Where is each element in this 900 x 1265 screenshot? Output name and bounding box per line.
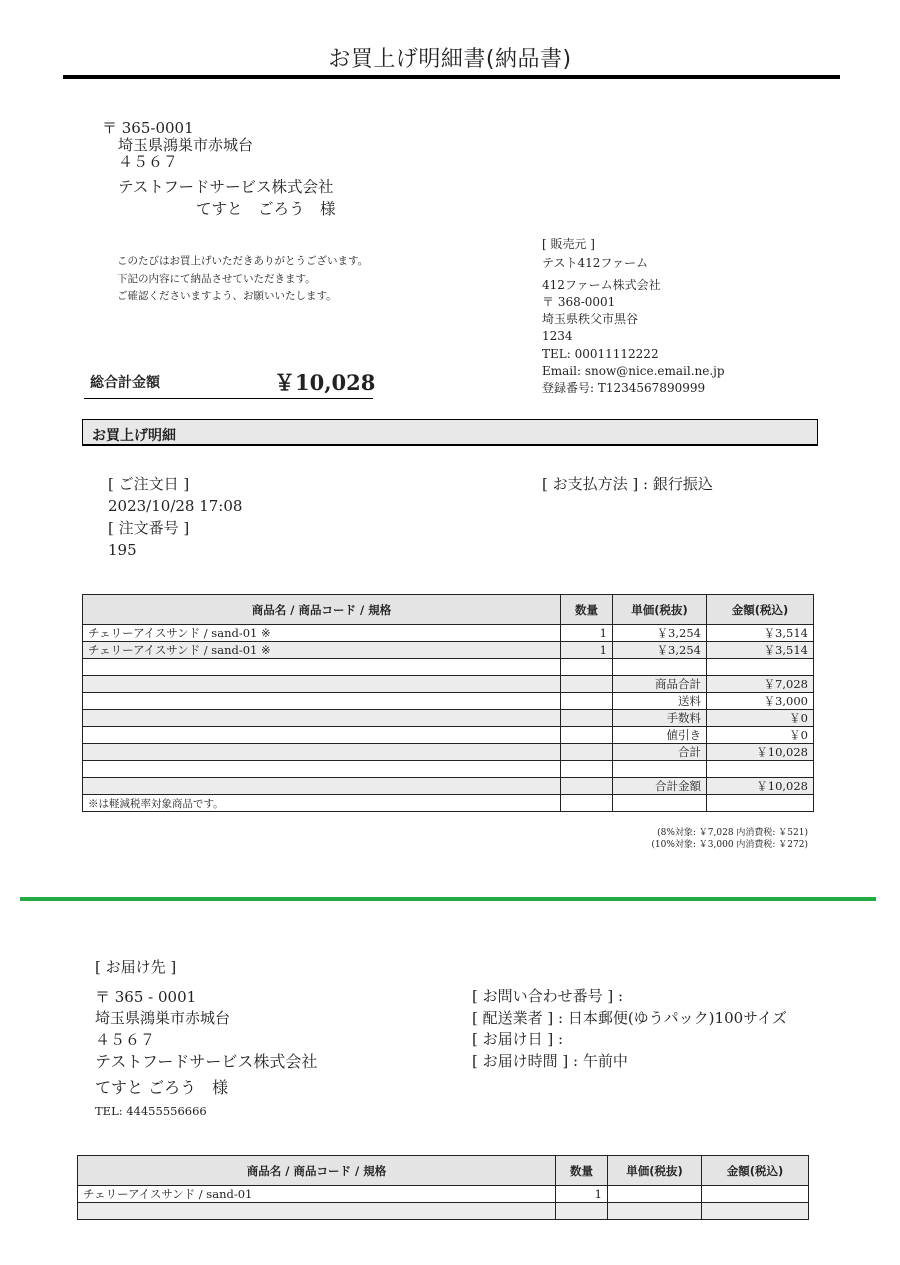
order-number-label: [ 注文番号 ] — [108, 519, 190, 537]
delivery-postal: 〒 365 - 0001 — [95, 987, 197, 1006]
col-header-qty: 数量 — [561, 595, 613, 625]
item-unit-price — [608, 1186, 702, 1203]
recipient-address: 埼玉県鴻巣市赤城台 — [118, 136, 254, 154]
col-header-amount: 金額(税込) — [707, 595, 814, 625]
summary-value: ￥10,028 — [707, 744, 814, 761]
seller-postal: 〒 368-0001 — [542, 294, 616, 309]
seller-company: 412ファーム株式会社 — [542, 277, 661, 292]
tax-note-10: (10%対象: ￥3,000 内消費税: ￥272) — [651, 840, 808, 850]
title-rule — [63, 75, 840, 79]
seller-shop: テスト412ファーム — [542, 256, 649, 271]
summary-label: 値引き — [613, 727, 707, 744]
greeting-line: このたびはお買上げいただきありがとうございます。 — [117, 255, 369, 267]
table-row — [83, 659, 814, 676]
seller-heading: [ 販売元 ] — [542, 237, 595, 251]
summary-row — [83, 778, 814, 795]
summary-label: 商品合計 — [613, 676, 707, 693]
summary-label: 合計 — [613, 744, 707, 761]
document-title: お買上げ明細書(納品書) — [328, 47, 572, 72]
summary-row — [83, 727, 814, 744]
summary-value: ￥7,028 — [707, 676, 814, 693]
tax-breakdown — [651, 827, 808, 851]
order-date: 2023/10/28 17:08 — [108, 497, 243, 515]
table-row — [83, 625, 814, 642]
items-table — [82, 594, 814, 812]
tax-note-8: (8%対象: ￥7,028 内消費税: ￥521) — [657, 828, 808, 838]
item-name: チェリーアイスサンド / sand-01 ※ — [83, 642, 561, 659]
greeting-line: ご確認くださいますよう、お願いいたします。 — [117, 290, 337, 302]
seller-block — [542, 236, 725, 398]
order-number: 195 — [108, 541, 137, 559]
summary-label: 合計金額 — [613, 778, 707, 795]
item-qty: 1 — [561, 625, 613, 642]
seller-address2: 1234 — [542, 329, 573, 344]
col-header-product: 商品名 / 商品コード / 規格 — [78, 1156, 556, 1186]
delivery-address2: ４５６７ — [95, 1030, 156, 1049]
item-name: チェリーアイスサンド / sand-01 ※ — [83, 625, 561, 642]
seller-registration: 登録番号: T1234567890999 — [542, 381, 706, 396]
recipient-address2: ４５６７ — [118, 153, 179, 171]
summary-row — [83, 744, 814, 761]
item-amount: ￥3,514 — [707, 642, 814, 659]
table-row — [83, 642, 814, 659]
greeting-line: 下記の内容にて納品させていただきます。 — [117, 272, 316, 285]
delivery-table — [77, 1155, 809, 1220]
greeting-text — [117, 253, 368, 306]
delivery-block — [95, 957, 317, 1123]
grand-total-label: 総合計金額 — [90, 375, 160, 391]
summary-label: 送料 — [613, 693, 707, 710]
item-unit-price: ￥3,254 — [613, 625, 707, 642]
delivery-address: 埼玉県鴻巣市赤城台 — [95, 1009, 231, 1027]
summary-row — [83, 761, 814, 778]
item-qty: 1 — [561, 642, 613, 659]
order-info — [108, 473, 242, 561]
summary-label — [613, 761, 707, 778]
col-header-product: 商品名 / 商品コード / 規格 — [83, 595, 561, 625]
summary-row — [83, 693, 814, 710]
item-amount: ￥3,514 — [707, 625, 814, 642]
section-title: お買上げ明細 — [82, 419, 818, 446]
item-unit-price: ￥3,254 — [613, 642, 707, 659]
grand-total-value: ￥10,028 — [274, 370, 376, 395]
recipient-postal: 〒 365-0001 — [102, 119, 194, 137]
recipient-block — [102, 120, 336, 218]
grand-total — [84, 366, 376, 399]
delivery-time: [ お届け時間 ] : 午前中 — [472, 1051, 628, 1070]
col-header-qty: 数量 — [556, 1156, 608, 1186]
payment-method: [ お支払方法 ] : 銀行振込 — [542, 475, 713, 493]
summary-value: ￥0 — [707, 727, 814, 744]
col-header-unit-price: 単価(税抜) — [613, 595, 707, 625]
table-row — [78, 1186, 809, 1203]
recipient-company: テストフードサービス株式会社 — [118, 178, 334, 196]
section-divider — [20, 897, 876, 901]
reduced-tax-note: ※は軽減税率対象商品です。 — [83, 795, 561, 812]
order-date-label: [ ご注文日 ] — [108, 475, 190, 493]
item-amount — [702, 1186, 809, 1203]
delivery-date: [ お届け日 ] : — [472, 1030, 564, 1048]
shipping-info — [472, 986, 787, 1072]
inquiry-number: [ お問い合わせ番号 ] : — [472, 987, 624, 1005]
col-header-amount: 金額(税込) — [702, 1156, 809, 1186]
seller-email: Email: snow@nice.email.ne.jp — [542, 364, 725, 379]
delivery-heading: [ お届け先 ] — [95, 958, 177, 976]
delivery-company: テストフードサービス株式会社 — [95, 1052, 318, 1071]
summary-row — [83, 676, 814, 693]
summary-row — [83, 710, 814, 727]
item-qty: 1 — [556, 1186, 608, 1203]
table-row — [78, 1203, 809, 1220]
summary-value: ￥0 — [707, 710, 814, 727]
summary-value — [707, 761, 814, 778]
summary-label: 手数料 — [613, 710, 707, 727]
note-row — [83, 795, 814, 812]
seller-address: 埼玉県秩父市黒谷 — [542, 312, 639, 327]
delivery-name: てすと ごろう 様 — [95, 1077, 229, 1097]
summary-value: ￥3,000 — [707, 693, 814, 710]
item-name: チェリーアイスサンド / sand-01 — [78, 1186, 556, 1203]
shipping-carrier: [ 配送業者 ] : 日本郵便(ゆうパック)100サイズ — [472, 1008, 787, 1027]
summary-value: ￥10,028 — [707, 778, 814, 795]
delivery-tel: TEL: 44455556666 — [95, 1104, 207, 1118]
seller-tel: TEL: 00011112222 — [542, 346, 659, 361]
col-header-unit-price: 単価(税抜) — [608, 1156, 702, 1186]
recipient-name: てすと ごろう 様 — [196, 200, 336, 218]
